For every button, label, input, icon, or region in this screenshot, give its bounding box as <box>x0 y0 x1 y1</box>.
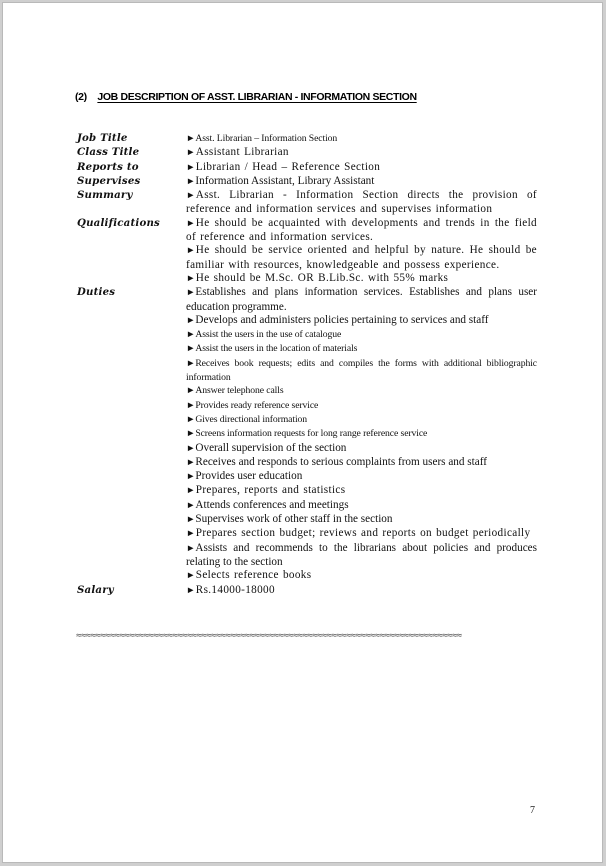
field-label: Summary <box>77 189 133 202</box>
field-item-text: Assist the users in the use of catalogue <box>195 329 342 341</box>
field-content <box>186 175 537 189</box>
field-item <box>186 399 537 413</box>
divider-line: ≈≈≈≈≈≈≈≈≈≈≈≈≈≈≈≈≈≈≈≈≈≈≈≈≈≈≈≈≈≈≈≈≈≈≈≈≈≈≈≈≈≈≈≈≈≈≈≈≈≈≈≈≈≈≈≈≈≈≈≈≈≈≈≈≈≈≈≈≈≈≈≈≈≈≈≈≈≈≈≈ <box>76 631 462 641</box>
field-item <box>186 384 537 398</box>
field-content <box>186 132 537 146</box>
field-label: Job Title <box>77 132 128 144</box>
section-number: (2) <box>75 91 87 103</box>
arrow-bullet-icon: ► <box>186 400 196 411</box>
field-item-text: Gives directional information <box>195 413 308 425</box>
field-item-text: He should be M.Sc. OR B.Lib.Sc. with 55% marks <box>195 271 449 284</box>
arrow-bullet-icon: ► <box>186 472 196 483</box>
arrow-bullet-icon: ► <box>186 148 196 159</box>
field-item <box>186 357 537 385</box>
field-item <box>186 569 537 583</box>
arrow-bullet-icon: ► <box>186 571 196 582</box>
field-item-text: Prepares, reports and statistics <box>195 484 346 497</box>
field-item <box>186 427 537 441</box>
section-heading <box>75 91 417 103</box>
field-content <box>186 146 537 160</box>
arrow-bullet-icon: ► <box>186 457 196 468</box>
arrow-bullet-icon: ► <box>186 191 196 202</box>
field-label: Salary <box>77 583 114 596</box>
arrow-bullet-icon: ► <box>186 218 196 229</box>
arrow-bullet-icon: ► <box>186 429 196 440</box>
arrow-bullet-icon: ► <box>186 386 196 397</box>
arrow-bullet-icon: ► <box>186 414 196 425</box>
field-item <box>186 314 537 328</box>
field-item <box>186 244 537 272</box>
field-item <box>186 175 537 189</box>
field-item <box>186 542 537 570</box>
field-item <box>186 217 537 245</box>
field-item <box>186 132 537 146</box>
arrow-bullet-icon: ► <box>186 500 196 511</box>
field-label: Supervises <box>77 174 141 187</box>
field-item <box>186 342 537 356</box>
arrow-bullet-icon: ► <box>186 358 196 369</box>
field-item <box>186 413 537 427</box>
page-number: 7 <box>530 805 535 816</box>
field-item-text: Answer telephone calls <box>195 385 284 397</box>
job-description-table <box>77 132 537 598</box>
arrow-bullet-icon: ► <box>186 543 196 554</box>
field-label: Reports to <box>77 160 139 173</box>
field-item <box>186 442 537 456</box>
field-item-text: Assistant Librarian <box>195 146 289 159</box>
section-title: JOB DESCRIPTION OF ASST. LIBRARIAN - INFORMATION SECTION <box>97 91 417 103</box>
field-item-text: Receives and responds to serious complaints from users and staff <box>195 455 487 468</box>
field-item <box>186 328 537 342</box>
arrow-bullet-icon: ► <box>186 273 196 284</box>
field-item-text: Asst. Librarian - Information Section directs the provision of reference and information services and supervises information <box>186 189 537 216</box>
field-item <box>186 499 537 513</box>
field-content <box>186 189 537 217</box>
arrow-bullet-icon: ► <box>186 443 196 454</box>
field-content <box>186 161 537 175</box>
field-content <box>186 217 537 286</box>
arrow-bullet-icon: ► <box>186 585 196 596</box>
arrow-bullet-icon: ► <box>186 344 196 355</box>
arrow-bullet-icon: ► <box>186 176 196 187</box>
field-content <box>186 584 537 598</box>
field-item-text: Overall supervision of the section <box>195 441 347 454</box>
arrow-bullet-icon: ► <box>186 134 196 144</box>
arrow-bullet-icon: ► <box>186 162 196 173</box>
arrow-bullet-icon: ► <box>186 529 196 540</box>
field-content <box>186 286 537 583</box>
field-item <box>186 527 537 541</box>
field-item <box>186 456 537 470</box>
arrow-bullet-icon: ► <box>186 330 196 341</box>
field-item-text: Receives book requests; edits and compiles the forms with additional bibliographic information <box>186 357 537 384</box>
field-row <box>77 161 537 175</box>
field-item <box>186 584 537 598</box>
field-item-text: Prepares section budget; reviews and reports on budget periodically <box>195 527 531 540</box>
field-item <box>186 513 537 527</box>
field-item <box>186 272 537 286</box>
field-item-text: Selects reference books <box>195 569 312 582</box>
field-item-text: Assists and recommends to the librarians about policies and produces relating to the section <box>186 541 537 568</box>
field-item <box>186 484 537 498</box>
field-label: Class Title <box>77 146 140 159</box>
field-row <box>77 132 537 146</box>
field-row <box>77 217 537 286</box>
field-label: Duties <box>77 286 116 299</box>
arrow-bullet-icon: ► <box>186 515 196 526</box>
field-item-text: Rs.14000-18000 <box>195 583 275 596</box>
field-item-text: Assist the users in the location of materials <box>195 343 358 355</box>
arrow-bullet-icon: ► <box>186 315 196 326</box>
field-item-text: Librarian / Head – Reference Section <box>195 160 381 173</box>
field-row <box>77 146 537 160</box>
field-row <box>77 189 537 217</box>
arrow-bullet-icon: ► <box>186 288 196 299</box>
field-row <box>77 584 537 598</box>
field-item-text: Attends conferences and meetings <box>195 498 349 511</box>
field-item-text: Establishes and plans information services. Establishes and plans user education programme. <box>186 286 537 313</box>
field-item-text: Screens information requests for long range reference service <box>195 428 428 440</box>
field-item-text: He should be service oriented and helpful by nature. He should be familiar with resources, knowledgeable and possess experience. <box>186 244 537 271</box>
field-label: Qualifications <box>77 216 160 229</box>
field-item-text: Asst. Librarian – Information Section <box>195 133 338 144</box>
field-item-text: Provides user education <box>195 470 303 483</box>
field-item-text: Supervises work of other staff in the section <box>195 513 393 526</box>
field-row <box>77 175 537 189</box>
field-item <box>186 286 537 314</box>
field-row <box>77 286 537 583</box>
field-item <box>186 161 537 175</box>
field-item <box>186 146 537 160</box>
field-item-text: Information Assistant, Library Assistant <box>195 174 375 187</box>
arrow-bullet-icon: ► <box>186 246 196 257</box>
field-item <box>186 189 537 217</box>
field-item-text: Provides ready reference service <box>195 399 319 411</box>
document-page <box>2 2 603 863</box>
arrow-bullet-icon: ► <box>186 486 196 497</box>
field-item-text: Develops and administers policies pertaining to services and staff <box>195 313 489 326</box>
field-item-text: He should be acquainted with developments and trends in the field of reference and information services. <box>186 216 537 244</box>
field-item <box>186 470 537 484</box>
